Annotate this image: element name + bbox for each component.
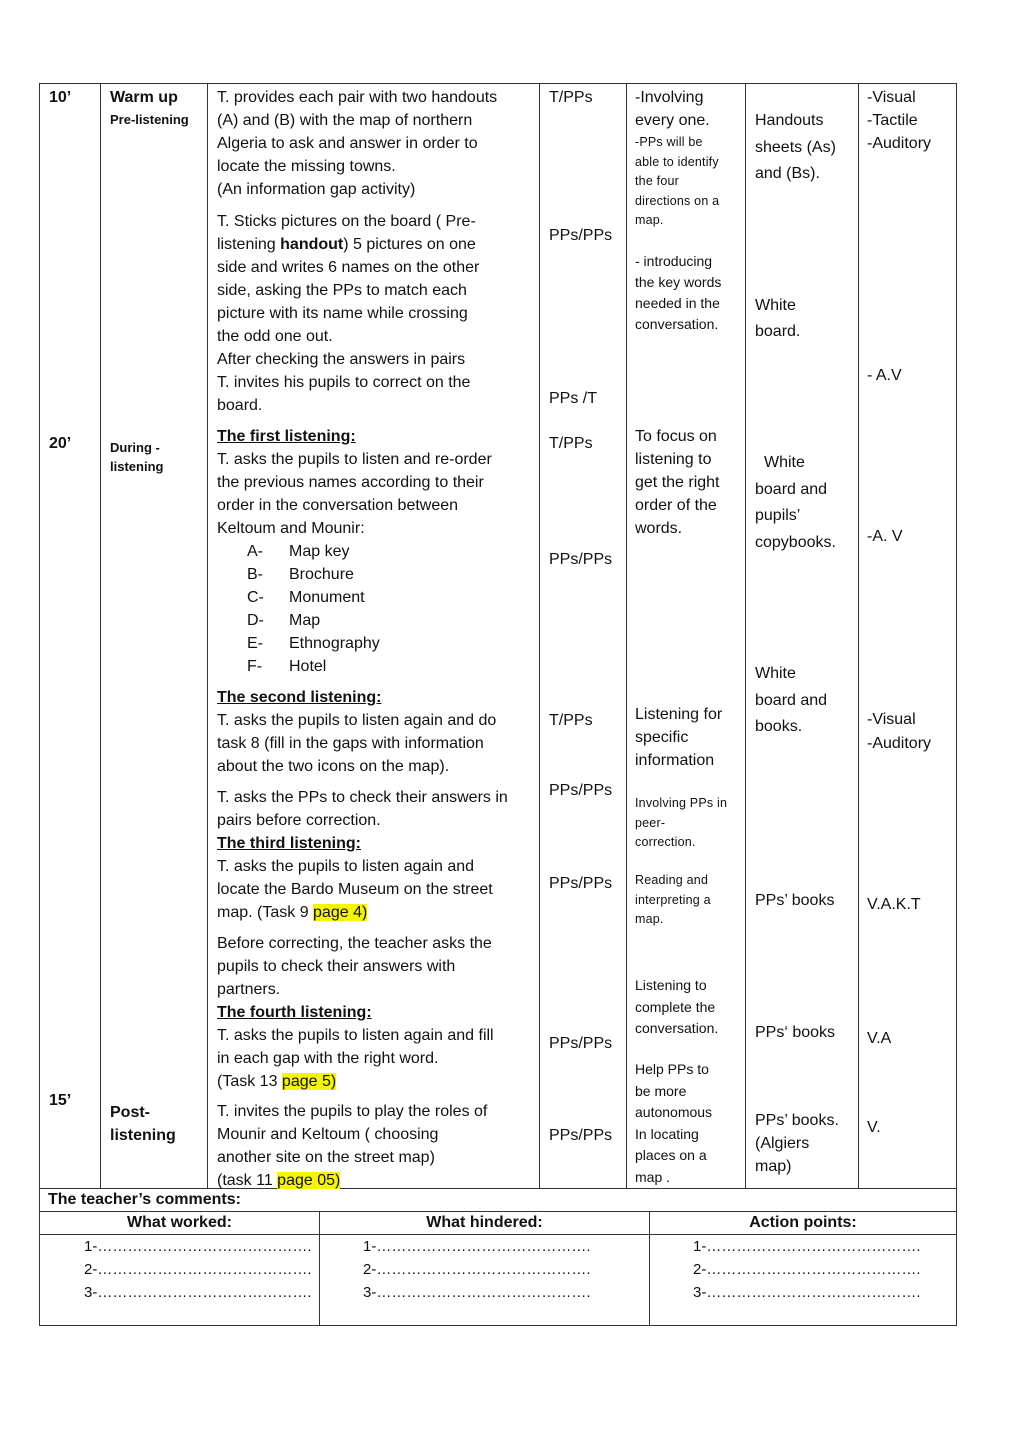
aim-line: needed in the bbox=[635, 295, 720, 311]
third-listening-title: The third listening: bbox=[217, 835, 361, 852]
material-line: board. bbox=[755, 323, 801, 340]
style-line: -Auditory bbox=[867, 135, 932, 152]
procedure-line: the odd one out. bbox=[217, 328, 333, 345]
page-reference-highlight: page 05) bbox=[277, 1172, 341, 1189]
stage-post-1: Post- bbox=[110, 1104, 150, 1121]
page-reference-highlight: page 5) bbox=[281, 1073, 337, 1090]
aim-line: specific bbox=[635, 729, 689, 746]
interaction-label: PPs/PPs bbox=[549, 782, 613, 799]
material-line: books. bbox=[755, 718, 803, 735]
procedure-column bbox=[208, 84, 540, 1189]
stage-warm-up: Warm up bbox=[110, 89, 178, 106]
list-letter: B- bbox=[247, 566, 263, 583]
lesson-plan-table bbox=[39, 83, 957, 1189]
material-line: (Algiers bbox=[755, 1135, 810, 1152]
stage-during-2: listening bbox=[110, 459, 164, 474]
procedure-line bbox=[217, 233, 537, 256]
procedure-text: (Task 13 bbox=[217, 1073, 282, 1090]
aim-line: complete the bbox=[635, 998, 716, 1015]
aim-line: able to identify bbox=[635, 154, 719, 169]
interaction-label: PPs/PPs bbox=[549, 1127, 613, 1144]
material-block bbox=[755, 1109, 839, 1178]
style-block bbox=[867, 86, 931, 155]
procedure-line: T. invites the pupils to play the roles of bbox=[217, 1103, 488, 1120]
procedure-line: T. asks the pupils to listen and re-order bbox=[217, 451, 492, 468]
procedure-line: pupils to check their answers with bbox=[217, 958, 456, 975]
procedure-line: Mounir and Keltoum ( choosing bbox=[217, 1126, 439, 1143]
stage-post-2: listening bbox=[110, 1127, 176, 1144]
list-word: Brochure bbox=[289, 566, 354, 583]
aim-line: Listening to bbox=[635, 977, 707, 993]
interaction-label: T/PPs bbox=[549, 712, 593, 729]
procedure-line: (A) and (B) with the map of northern bbox=[217, 112, 473, 129]
aim-line: be more bbox=[635, 1082, 687, 1099]
material-line: PPs‘ books bbox=[755, 1024, 836, 1041]
interaction-label: PPs/PPs bbox=[549, 875, 613, 892]
lesson-plan-page bbox=[39, 83, 956, 1326]
style-line: -Visual bbox=[867, 711, 916, 728]
procedure-line: side and writes 6 names on the other bbox=[217, 259, 480, 276]
aim-block bbox=[635, 871, 711, 930]
material-line: pupils’ bbox=[755, 507, 801, 524]
action-points-header: Action points: bbox=[650, 1211, 957, 1234]
list-word: Hotel bbox=[289, 658, 327, 675]
material-line: PPs’ books bbox=[755, 892, 835, 909]
list-letter: F- bbox=[247, 658, 263, 675]
procedure-line: task 8 (fill in the gaps with information bbox=[217, 735, 484, 752]
procedure-line: the previous names according to their bbox=[217, 474, 484, 491]
aim-line: every one. bbox=[635, 112, 710, 129]
material-line: board and bbox=[755, 480, 828, 498]
aim-line: the key words bbox=[635, 274, 722, 290]
material-line: PPs’ books. bbox=[755, 1112, 839, 1129]
list-letter: A- bbox=[247, 543, 263, 560]
interaction-label: T/PPs bbox=[549, 435, 593, 452]
aim-line: conversation. bbox=[635, 316, 719, 332]
stage-during-1: During - bbox=[110, 440, 160, 455]
first-listening-title: The first listening: bbox=[217, 428, 356, 445]
procedure-line bbox=[217, 1169, 537, 1192]
list-letter: E- bbox=[247, 635, 263, 652]
action-points-lines bbox=[650, 1234, 957, 1325]
aim-block bbox=[635, 251, 721, 335]
procedure-line: T. asks the PPs to check their answers in bbox=[217, 789, 508, 806]
aim-line: order of the bbox=[635, 497, 717, 514]
procedure-line: board. bbox=[217, 397, 263, 414]
procedure-line bbox=[217, 1070, 537, 1093]
aim-block bbox=[635, 1059, 712, 1188]
procedure-line: order in the conversation between bbox=[217, 497, 459, 514]
what-hindered-header: What hindered: bbox=[320, 1211, 650, 1234]
material-block bbox=[755, 293, 800, 345]
procedure-line: partners. bbox=[217, 981, 281, 998]
timing-10: 10’ bbox=[49, 89, 72, 106]
procedure-line: Keltoum and Mounir: bbox=[217, 520, 365, 537]
procedure-line: locate the missing towns. bbox=[217, 158, 396, 175]
aim-line: To focus on bbox=[635, 428, 717, 445]
style-line: -Tactile bbox=[867, 112, 918, 129]
procedure-line: side, asking the PPs to match each bbox=[217, 282, 467, 299]
post-listening-block bbox=[217, 1100, 537, 1192]
comment-line[interactable]: 2-……………………………………. bbox=[363, 1260, 591, 1278]
interaction-label: PPs/PPs bbox=[549, 227, 613, 244]
aim-line: conversation. bbox=[635, 1020, 719, 1036]
material-line: White bbox=[755, 665, 796, 682]
comment-line[interactable]: 1-……………………………………. bbox=[363, 1237, 591, 1255]
list-letter: D- bbox=[247, 612, 264, 629]
second-listening-block bbox=[217, 686, 537, 778]
aim-line: - introducing bbox=[635, 253, 713, 269]
timing-column bbox=[40, 84, 101, 1189]
aim-line: directions on a bbox=[635, 193, 720, 208]
material-block bbox=[755, 450, 836, 556]
list-word: Ethnography bbox=[289, 635, 380, 652]
procedure-line: locate the Bardo Museum on the street bbox=[217, 881, 493, 898]
aim-block bbox=[635, 703, 722, 772]
material-line: White bbox=[764, 454, 805, 471]
aim-line: Help PPs to bbox=[635, 1061, 709, 1077]
procedure-line: T. Sticks pictures on the board ( Pre- bbox=[217, 213, 476, 230]
procedure-line: (An information gap activity) bbox=[217, 181, 416, 198]
aim-line: -PPs will be bbox=[635, 135, 703, 149]
teacher-comments-table bbox=[39, 1188, 957, 1326]
list-word: Monument bbox=[289, 589, 365, 606]
aim-line: autonomous bbox=[635, 1104, 713, 1120]
list-item bbox=[217, 632, 537, 655]
material-line: board and bbox=[755, 691, 828, 709]
aim-line: In locating bbox=[635, 1125, 699, 1142]
procedure-block-1 bbox=[217, 86, 537, 201]
procedure-line: another site on the street map) bbox=[217, 1149, 435, 1166]
style-line: -A. V bbox=[867, 528, 903, 545]
procedure-line: Before correcting, the teacher asks the bbox=[217, 935, 492, 952]
handout-bold: handout bbox=[280, 236, 344, 253]
style-line: -Auditory bbox=[867, 735, 932, 752]
aim-line: Listening for bbox=[635, 706, 723, 723]
fourth-listening-title: The fourth listening: bbox=[217, 1004, 372, 1021]
list-item bbox=[217, 586, 537, 609]
aim-line: places on a bbox=[635, 1147, 707, 1163]
style-line: - A.V bbox=[867, 367, 902, 384]
aim-line: correction. bbox=[635, 835, 696, 849]
aim-line: the four bbox=[635, 174, 679, 188]
what-hindered-lines bbox=[320, 1234, 650, 1325]
procedure-line: T. asks the pupils to listen again and do bbox=[217, 712, 497, 729]
procedure-line: T. asks the pupils to listen again and fill bbox=[217, 1027, 494, 1044]
material-line: and (Bs). bbox=[755, 165, 820, 182]
stage-column bbox=[101, 84, 208, 1189]
comment-line[interactable]: 2-……………………………………. bbox=[84, 1260, 312, 1278]
aim-line: peer- bbox=[635, 815, 666, 830]
second-listening-title: The second listening: bbox=[217, 689, 382, 706]
aim-block bbox=[635, 794, 727, 853]
timing-15: 15’ bbox=[49, 1092, 72, 1109]
procedure-line: T. asks the pupils to listen again and bbox=[217, 858, 475, 875]
material-line: White bbox=[755, 297, 796, 314]
aims-column bbox=[627, 84, 746, 1189]
list-word: Map bbox=[289, 612, 321, 629]
procedure-line: picture with its name while crossing bbox=[217, 305, 468, 322]
list-letter: C- bbox=[247, 589, 264, 606]
aim-line: Reading and bbox=[635, 873, 709, 887]
procedure-text: ) 5 pictures on one bbox=[343, 236, 476, 253]
list-item bbox=[217, 609, 537, 632]
aim-line: map . bbox=[635, 1168, 671, 1185]
material-line: sheets (As) bbox=[755, 138, 836, 156]
aim-block bbox=[635, 133, 719, 231]
interaction-label: PPs/PPs bbox=[549, 551, 613, 568]
materials-column bbox=[746, 84, 859, 1189]
aim-line: map. bbox=[635, 912, 664, 926]
procedure-line: T. invites his pupils to correct on the bbox=[217, 374, 471, 391]
procedure-text: (task 11 bbox=[217, 1172, 278, 1189]
comments-title: The teacher’s comments: bbox=[40, 1188, 957, 1211]
aim-line: get the right bbox=[635, 474, 720, 491]
aim-line: Involving PPs in bbox=[635, 796, 728, 810]
first-listening-block bbox=[217, 425, 537, 678]
material-block bbox=[755, 661, 827, 741]
interaction-label: T/PPs bbox=[549, 89, 593, 106]
procedure-text: listening bbox=[217, 236, 281, 253]
aim-line: map. bbox=[635, 213, 664, 227]
list-item bbox=[217, 540, 537, 563]
interaction-column bbox=[540, 84, 627, 1189]
aim-line: -Involving bbox=[635, 89, 704, 106]
aim-line: listening to bbox=[635, 451, 712, 468]
styles-column bbox=[859, 84, 957, 1189]
style-line: -Visual bbox=[867, 89, 916, 106]
page-reference-highlight: page 4) bbox=[313, 904, 368, 921]
style-block bbox=[867, 708, 931, 756]
procedure-line: about the two icons on the map). bbox=[217, 758, 450, 775]
list-word: Map key bbox=[289, 543, 350, 560]
procedure-line: pairs before correction. bbox=[217, 812, 381, 829]
procedure-line: Algeria to ask and answer in order to bbox=[217, 135, 478, 152]
procedure-line: in each gap with the right word. bbox=[217, 1050, 439, 1067]
material-line: map) bbox=[755, 1158, 792, 1175]
comment-line[interactable]: 1-……………………………………. bbox=[693, 1237, 921, 1255]
style-line: V.A bbox=[867, 1030, 892, 1047]
material-block bbox=[755, 108, 836, 188]
procedure-block-2 bbox=[217, 210, 537, 417]
comment-line[interactable]: 3-……………………………………. bbox=[693, 1283, 921, 1301]
list-item bbox=[217, 655, 537, 678]
aim-block bbox=[635, 86, 710, 132]
aim-line: words. bbox=[635, 520, 683, 537]
comment-line[interactable]: 3-……………………………………. bbox=[363, 1283, 591, 1301]
procedure-line: After checking the answers in pairs bbox=[217, 351, 466, 368]
aim-block bbox=[635, 975, 718, 1040]
interaction-label: PPs/PPs bbox=[549, 1035, 613, 1052]
aim-line: interpreting a bbox=[635, 892, 711, 907]
aim-block bbox=[635, 425, 720, 540]
style-line: V. bbox=[867, 1119, 881, 1136]
what-worked-lines bbox=[40, 1234, 320, 1325]
third-listening-block bbox=[217, 786, 537, 924]
comment-line[interactable]: 2-……………………………………. bbox=[693, 1260, 921, 1278]
timing-20: 20’ bbox=[49, 435, 72, 452]
procedure-line bbox=[217, 901, 537, 924]
aim-line: information bbox=[635, 752, 715, 769]
interaction-label: PPs /T bbox=[549, 390, 598, 407]
fourth-listening-block bbox=[217, 932, 537, 1093]
comment-line[interactable]: 1-……………………………………. bbox=[84, 1237, 312, 1255]
what-worked-header: What worked: bbox=[40, 1211, 320, 1234]
procedure-text: map. (Task 9 bbox=[217, 904, 314, 921]
material-line: copybooks. bbox=[755, 533, 836, 551]
comment-line[interactable]: 3-……………………………………. bbox=[84, 1283, 312, 1301]
stage-pre-listening: Pre-listening bbox=[110, 112, 189, 127]
material-line: Handouts bbox=[755, 112, 824, 129]
list-item bbox=[217, 563, 537, 586]
procedure-line: T. provides each pair with two handouts bbox=[217, 89, 498, 106]
style-line: V.A.K.T bbox=[867, 896, 921, 913]
